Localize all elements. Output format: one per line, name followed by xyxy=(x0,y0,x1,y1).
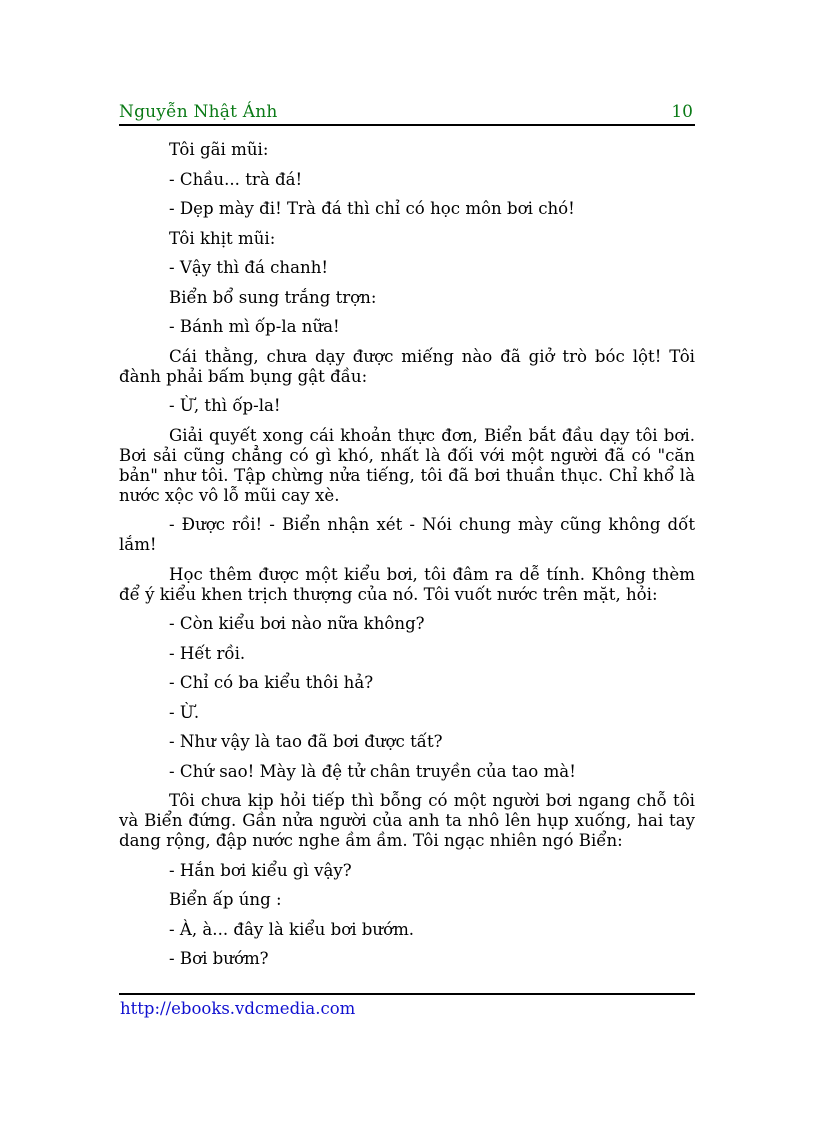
paragraph: - Bơi bướm? xyxy=(169,949,269,968)
paragraph: - Như vậy là tao đã bơi được tất? xyxy=(169,732,443,751)
paragraph: - Hắn bơi kiểu gì vậy? xyxy=(169,860,352,880)
paragraph: Biển bổ sung trắng trợn: xyxy=(169,287,377,307)
page-header xyxy=(119,100,695,126)
body-text xyxy=(119,140,695,979)
paragraph: Giải quyết xong cái khoản thực đơn, Biển bắt đầu dạy tôi bơi. Bơi sải cũng chẳng có gì khó, nhất là đối với một người đã có "căn bản" như tôi. Tập chừng nửa tiếng, tôi đã bơi thuần thục. Chỉ khổ là nước xộc vô lỗ mũi cay xè. xyxy=(119,425,695,505)
header-author: Nguyễn Nhật Ánh xyxy=(119,102,278,122)
paragraph: - À, à... đây là kiểu bơi bướm. xyxy=(169,919,415,939)
paragraph: Tôi gãi mũi: xyxy=(169,140,269,159)
paragraph: - Ừ, thì ốp-la! xyxy=(169,396,281,415)
paragraph: - Vậy thì đá chanh! xyxy=(169,258,329,277)
paragraph: - Chỉ có ba kiểu thôi hả? xyxy=(169,673,374,692)
paragraph: - Chứ sao! Mày là đệ tử chân truyền của tao mà! xyxy=(169,761,576,781)
paragraph: - Ừ. xyxy=(169,702,200,722)
paragraph: - Chầu... trà đá! xyxy=(169,169,303,189)
paragraph: Học thêm được một kiểu bơi, tôi đâm ra dễ tính. Không thèm để ý kiểu khen trịch thượng của nó. Tôi vuốt nước trên mặt, hỏi: xyxy=(119,564,695,604)
paragraph: Biển ấp úng : xyxy=(169,890,282,909)
paragraph: - Còn kiểu bơi nào nữa không? xyxy=(169,614,425,633)
paragraph: - Được rồi! - Biển nhận xét - Nói chung mày cũng không dốt lắm! xyxy=(119,515,695,554)
paragraph: - Hết rồi. xyxy=(169,643,246,663)
footer-link[interactable]: http://ebooks.vdcmedia.com xyxy=(120,999,356,1018)
paragraph: Tôi khịt mũi: xyxy=(169,228,276,248)
paragraph: - Bánh mì ốp-la nữa! xyxy=(169,317,340,336)
page-footer xyxy=(119,993,695,1018)
paragraph: - Dẹp mày đi! Trà đá thì chỉ có học môn bơi chó! xyxy=(169,199,575,218)
paragraph: Cái thằng, chưa dạy được miếng nào đã giở trò bóc lột! Tôi đành phải bấm bụng gật đầu: xyxy=(119,346,695,386)
paragraph: Tôi chưa kịp hỏi tiếp thì bỗng có một người bơi ngang chỗ tôi và Biển đứng. Gần nửa người của anh ta nhô lên hụp xuống, hai tay dang rộng, đập nước nghe ầm ầm. Tôi ngạc nhiên ngó Biển: xyxy=(119,791,695,850)
page-number: 10 xyxy=(671,102,693,122)
